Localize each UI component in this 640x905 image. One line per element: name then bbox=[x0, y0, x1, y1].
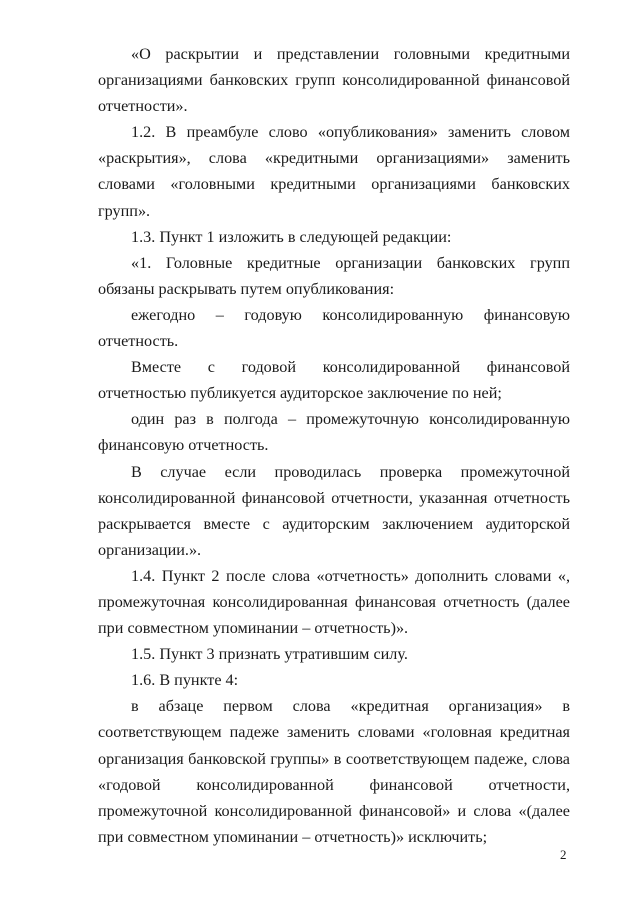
paragraph-1-4: 1.4. Пункт 2 после слова «отчетность» дополнить словами «, промежуточная консолидированная финансовая отчетность (далее при совместном упоминании – отчетность)». bbox=[98, 566, 570, 638]
paragraph-semiannual: один раз в полгода – промежуточную консолидированную финансовую отчетность. bbox=[98, 410, 570, 455]
paragraph-1-5: 1.5. Пункт 3 признать утратившим силу. bbox=[131, 645, 408, 664]
paragraph-1-3: 1.3. Пункт 1 изложить в следующей редакции: bbox=[131, 227, 452, 246]
paragraph-point-1: «1. Головные кредитные организации банковских групп обязаны раскрывать путем опубликования: bbox=[98, 253, 570, 298]
paragraph-title-quote: «О раскрытии и представлении головными кредитными организациями банковских групп консолидированной финансовой отчетности». bbox=[98, 45, 570, 116]
paragraph-1-6: 1.6. В пункте 4: bbox=[131, 671, 239, 690]
paragraph-interim-audit: В случае если проводилась проверка промежуточной консолидированной финансовой отчетности, указанная отчетность раскрывается вместе с аудиторским заключением аудиторской организации.». bbox=[98, 462, 570, 559]
page-number: 2 bbox=[560, 847, 567, 862]
document-body bbox=[98, 41, 570, 850]
paragraph-audit-report: Вместе с годовой консолидированной финансовой отчетностью публикуется аудиторское заключение по ней; bbox=[98, 358, 570, 403]
paragraph-annually: ежегодно – годовую консолидированную финансовую отчетность. bbox=[98, 305, 570, 351]
paragraph-first-abzac: в абзаце первом слова «кредитная организация» в соответствующем падеже заменить словами «головная кредитная организация банковской группы» в соответствующем падеже, слова «годовой консолидированной финансовой отчетности, промежуточной консолидированной финансовой» и слова «(далее при совместном упоминании – отчетность)» исключить; bbox=[98, 697, 570, 846]
paragraph-1-2: 1.2. В преамбуле слово «опубликования» заменить словом «раскрытия», слова «кредитными организациями» заменить словами «головными кредитными организациями банковских групп». bbox=[98, 123, 570, 220]
